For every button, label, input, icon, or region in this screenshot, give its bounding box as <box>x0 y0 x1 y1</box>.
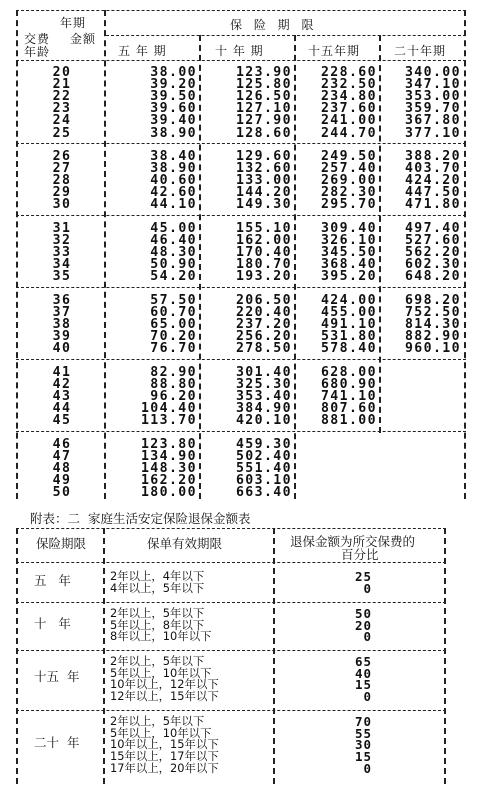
premium-10yr-cell: 133.00 <box>235 173 292 189</box>
policy-validity-cell: 2年以上，4年以下 <box>110 569 205 583</box>
premium-5yr-cell: 39.40 <box>150 113 197 129</box>
premium-20yr-cell: 960.10 <box>404 341 461 357</box>
policy-validity-cell: 2年以上，5年以下 <box>110 714 205 728</box>
age-cell: 24 <box>52 113 72 129</box>
age-cell: 32 <box>52 233 72 249</box>
premium-5yr-cell: 38.40 <box>150 149 197 164</box>
policy-validity-cell: 2年以上，5年以下 <box>110 654 205 668</box>
premium-20yr-cell: 602.30 <box>404 257 461 273</box>
table1-top-rule <box>16 10 466 11</box>
age-cell: 37 <box>52 305 72 321</box>
premium-5yr-cell: 40.60 <box>150 173 197 189</box>
policy-validity-cell: 5年以上，10年以下 <box>110 725 212 740</box>
age-cell: 41 <box>52 365 72 380</box>
premium-15yr-cell: 680.90 <box>320 377 377 393</box>
premium-20yr-cell: 353.00 <box>404 89 461 105</box>
premium-10yr-cell: 256.20 <box>235 329 292 345</box>
premium-5yr-cell: 54.20 <box>150 269 197 285</box>
premium-15yr-cell: 257.40 <box>320 161 377 177</box>
premium-15yr-cell: 368.40 <box>320 257 377 273</box>
header-col-15yr: 十五年期 <box>308 44 361 58</box>
premium-20yr-cell: 377.10 <box>404 125 461 141</box>
premium-5yr-cell: 96.20 <box>150 389 197 405</box>
premium-5yr-cell: 148.30 <box>140 461 197 477</box>
premium-5yr-cell: 88.80 <box>150 377 197 393</box>
policy-validity-cell: 12年以上，15年以下 <box>110 689 219 704</box>
premium-15yr-cell: 578.40 <box>320 341 377 357</box>
premium-20yr-cell: 340.00 <box>404 65 461 80</box>
premium-5yr-cell: 48.30 <box>150 245 197 261</box>
refund-percentage-cell: 50 <box>354 606 372 621</box>
premium-5yr-cell: 39.60 <box>150 101 197 117</box>
table2-top-rule <box>16 528 446 529</box>
premium-15yr-cell: 807.60 <box>320 401 377 417</box>
premium-15yr-cell: 326.10 <box>320 233 377 249</box>
policy-validity-cell: 10年以上，12年以下 <box>110 677 219 692</box>
premium-20yr-cell: 497.40 <box>404 221 461 236</box>
insurance-term-label: 二十 年 <box>34 735 80 751</box>
premium-20yr-cell: 424.20 <box>404 173 461 189</box>
premium-10yr-cell: 663.40 <box>235 485 292 501</box>
premium-10yr-cell: 384.90 <box>235 401 292 417</box>
table1-left-border <box>16 10 18 499</box>
premium-10yr-cell: 180.70 <box>235 257 292 273</box>
group-rule-2 <box>16 215 466 216</box>
age-cell: 45 <box>52 413 72 429</box>
premium-5yr-cell: 123.80 <box>140 437 197 452</box>
table1-header-rule <box>16 60 466 61</box>
age-cell: 34 <box>52 257 72 273</box>
table2-rule-2 <box>16 650 446 651</box>
premium-5yr-cell: 82.90 <box>150 365 197 380</box>
premium-5yr-cell: 42.60 <box>150 185 197 201</box>
insurance-term-label: 五 年 <box>34 572 71 588</box>
premium-20yr-cell: 814.30 <box>404 317 461 333</box>
premium-5yr-cell: 38.00 <box>150 65 197 80</box>
premium-5yr-cell: 57.50 <box>150 293 197 308</box>
premium-20yr-cell: 882.90 <box>404 329 461 345</box>
premium-20yr-cell: 527.60 <box>404 233 461 249</box>
policy-validity-cell: 10年以上，15年以下 <box>110 737 219 752</box>
premium-10yr-cell: 162.00 <box>235 233 292 249</box>
refund-percentage-cell: 0 <box>363 689 372 705</box>
header-period: 年期 <box>60 16 87 30</box>
premium-15yr-cell: 345.50 <box>320 245 377 261</box>
premium-20yr-cell: 471.80 <box>404 197 461 213</box>
age-cell: 43 <box>52 389 72 405</box>
premium-5yr-cell: 39.50 <box>150 89 197 105</box>
header-col-20yr: 二十年期 <box>394 44 447 58</box>
premium-5yr-cell: 44.10 <box>150 197 197 213</box>
refund-percentage-cell: 0 <box>363 760 372 776</box>
premium-10yr-cell: 123.90 <box>235 65 292 80</box>
premium-5yr-cell: 180.00 <box>140 485 197 501</box>
age-cell: 31 <box>52 221 72 236</box>
age-cell: 21 <box>52 77 72 93</box>
insurance-term-label: 十 年 <box>34 615 71 631</box>
age-cell: 22 <box>52 89 72 105</box>
premium-10yr-cell: 237.20 <box>235 317 292 333</box>
premium-10yr-cell: 170.40 <box>235 245 292 261</box>
header-col-5yr: 五 年 期 <box>118 44 167 58</box>
refund-percentage-cell: 0 <box>363 629 372 645</box>
group-rule-1 <box>16 143 466 144</box>
premium-15yr-cell: 249.50 <box>320 149 377 164</box>
header-percentage: 百分比 <box>341 547 379 562</box>
table1-group-rule <box>106 35 466 36</box>
premium-5yr-cell: 134.90 <box>140 449 197 465</box>
premium-20yr-cell: 562.20 <box>404 245 461 261</box>
premium-15yr-cell: 295.70 <box>320 197 377 213</box>
age-cell: 50 <box>52 485 72 501</box>
group-rule-5 <box>16 431 466 432</box>
premium-20yr-cell: 447.50 <box>404 185 461 201</box>
header-amount: 金额 <box>70 32 97 46</box>
premium-5yr-cell: 38.90 <box>150 161 197 177</box>
premium-15yr-cell: 282.30 <box>320 185 377 201</box>
premium-5yr-cell: 104.40 <box>140 401 197 417</box>
header-refund-ratio: 退保金额为所交保费的 <box>290 534 416 549</box>
age-cell: 48 <box>52 461 72 477</box>
group-rule-4 <box>16 359 466 360</box>
refund-percentage-cell: 55 <box>354 725 372 741</box>
refund-percentage-cell: 30 <box>354 737 372 753</box>
age-cell: 29 <box>52 185 72 201</box>
policy-validity-cell: 2年以上，5年以下 <box>110 606 205 620</box>
premium-5yr-cell: 39.20 <box>150 77 197 93</box>
age-cell: 46 <box>52 437 72 452</box>
table2-divider-2 <box>273 528 275 784</box>
table2-rule-3 <box>16 710 446 711</box>
policy-validity-cell: 4年以上，5年以下 <box>110 580 205 595</box>
age-cell: 36 <box>52 293 72 308</box>
table1-right-border <box>464 10 466 499</box>
premium-15yr-cell: 424.00 <box>320 293 377 308</box>
age-cell: 47 <box>52 449 72 465</box>
policy-validity-cell: 5年以上，8年以下 <box>110 617 205 632</box>
premium-5yr-cell: 45.00 <box>150 221 197 236</box>
age-cell: 38 <box>52 317 72 333</box>
premium-10yr-cell: 126.50 <box>235 89 292 105</box>
premium-5yr-cell: 76.70 <box>150 341 197 357</box>
premium-10yr-cell: 128.60 <box>235 125 292 141</box>
refund-percentage-cell: 65 <box>354 654 372 669</box>
appendix-caption: 附表：二 家庭生活安定保险退保金额表 <box>30 511 251 526</box>
policy-validity-cell: 15年以上，17年以下 <box>110 749 219 764</box>
table2-rule-1 <box>16 602 446 603</box>
header-insurance-period: 保险期限 <box>36 536 87 551</box>
premium-10yr-cell: 353.40 <box>235 389 292 405</box>
table2-header-rule <box>16 562 446 563</box>
table2-left-border <box>16 528 18 784</box>
premium-5yr-cell: 46.40 <box>150 233 197 249</box>
premium-15yr-cell: 741.10 <box>320 389 377 405</box>
age-cell: 33 <box>52 245 72 261</box>
premium-15yr-cell: 244.70 <box>320 125 377 141</box>
insurance-term-label: 十五 年 <box>34 669 80 685</box>
premium-15yr-cell: 309.40 <box>320 221 377 236</box>
premium-10yr-cell: 127.10 <box>235 101 292 117</box>
age-cell: 49 <box>52 473 72 489</box>
refund-percentage-cell: 40 <box>354 665 372 681</box>
header-policy-validity: 保单有效期限 <box>147 536 223 551</box>
table2-divider-1 <box>103 528 105 784</box>
premium-5yr-cell: 50.90 <box>150 257 197 273</box>
premium-15yr-cell: 491.10 <box>320 317 377 333</box>
refund-percentage-cell: 70 <box>354 714 372 729</box>
premium-10yr-cell: 144.20 <box>235 185 292 201</box>
premium-15yr-cell: 628.00 <box>320 365 377 380</box>
age-cell: 40 <box>52 341 72 357</box>
premium-10yr-cell: 155.10 <box>235 221 292 236</box>
refund-percentage-cell: 0 <box>363 580 372 596</box>
premium-20yr-cell: 388.20 <box>404 149 461 164</box>
premium-10yr-cell: 459.30 <box>235 437 292 452</box>
premium-10yr-cell: 132.60 <box>235 161 292 177</box>
age-cell: 20 <box>52 65 72 80</box>
premium-20yr-cell: 752.50 <box>404 305 461 321</box>
premium-10yr-cell: 420.10 <box>235 413 292 429</box>
premium-5yr-cell: 60.70 <box>150 305 197 321</box>
policy-validity-cell: 5年以上，10年以下 <box>110 665 212 680</box>
age-cell: 30 <box>52 197 72 213</box>
age-cell: 35 <box>52 269 72 285</box>
premium-5yr-cell: 65.00 <box>150 317 197 333</box>
premium-10yr-cell: 127.90 <box>235 113 292 129</box>
header-age: 年龄 <box>24 45 51 59</box>
premium-20yr-cell: 367.80 <box>404 113 461 129</box>
premium-10yr-cell: 301.40 <box>235 365 292 380</box>
age-cell: 23 <box>52 101 72 117</box>
premium-10yr-cell: 206.50 <box>235 293 292 308</box>
age-cell: 25 <box>52 125 72 141</box>
premium-20yr-cell: 403.70 <box>404 161 461 177</box>
age-cell: 42 <box>52 377 72 393</box>
premium-10yr-cell: 125.80 <box>235 77 292 93</box>
premium-20yr-cell: 698.20 <box>404 293 461 308</box>
header-insurance-term: 保 险 期 限 <box>230 18 318 32</box>
premium-10yr-cell: 193.20 <box>235 269 292 285</box>
premium-15yr-cell: 232.50 <box>320 77 377 93</box>
premium-15yr-cell: 237.60 <box>320 101 377 117</box>
policy-validity-cell: 17年以上，20年以下 <box>110 760 219 775</box>
premium-5yr-cell: 38.90 <box>150 125 197 141</box>
premium-5yr-cell: 113.70 <box>140 413 197 429</box>
refund-percentage-cell: 15 <box>354 677 372 693</box>
premium-10yr-cell: 149.30 <box>235 197 292 213</box>
age-cell: 28 <box>52 173 72 189</box>
refund-percentage-cell: 25 <box>354 569 372 584</box>
age-cell: 26 <box>52 149 72 164</box>
header-col-10yr: 十 年 期 <box>215 44 264 58</box>
premium-10yr-cell: 129.60 <box>235 149 292 164</box>
premium-15yr-cell: 269.00 <box>320 173 377 189</box>
premium-10yr-cell: 220.40 <box>235 305 292 321</box>
premium-15yr-cell: 228.60 <box>320 65 377 80</box>
age-cell: 39 <box>52 329 72 345</box>
premium-15yr-cell: 395.20 <box>320 269 377 285</box>
premium-20yr-cell: 359.70 <box>404 101 461 117</box>
premium-5yr-cell: 162.20 <box>140 473 197 489</box>
group-rule-3 <box>16 287 466 288</box>
refund-percentage-cell: 15 <box>354 749 372 765</box>
premium-10yr-cell: 278.50 <box>235 341 292 357</box>
header-fee: 交费 <box>24 32 51 46</box>
premium-10yr-cell: 603.10 <box>235 473 292 489</box>
premium-5yr-cell: 70.20 <box>150 329 197 345</box>
policy-validity-cell: 8年以上，10年以下 <box>110 629 212 644</box>
premium-20yr-cell: 347.10 <box>404 77 461 93</box>
premium-15yr-cell: 234.80 <box>320 89 377 105</box>
premium-10yr-cell: 502.40 <box>235 449 292 465</box>
age-cell: 27 <box>52 161 72 177</box>
premium-15yr-cell: 455.00 <box>320 305 377 321</box>
age-cell: 44 <box>52 401 72 417</box>
refund-percentage-cell: 20 <box>354 617 372 633</box>
premium-15yr-cell: 531.80 <box>320 329 377 345</box>
premium-10yr-cell: 325.30 <box>235 377 292 393</box>
premium-15yr-cell: 241.00 <box>320 113 377 129</box>
premium-15yr-cell: 881.00 <box>320 413 377 429</box>
table2-right-border <box>444 528 446 784</box>
premium-10yr-cell: 551.40 <box>235 461 292 477</box>
premium-20yr-cell: 648.20 <box>404 269 461 285</box>
